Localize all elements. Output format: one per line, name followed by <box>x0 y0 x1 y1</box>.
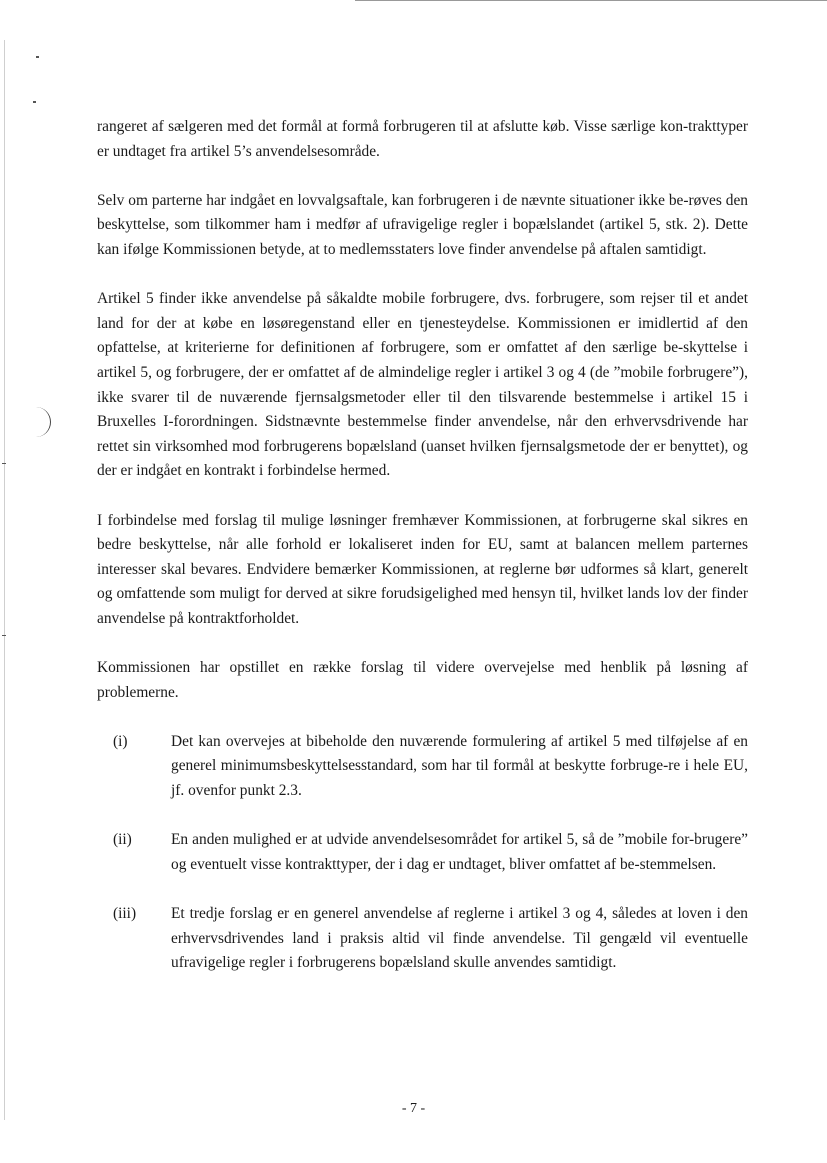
scan-speck <box>2 635 6 636</box>
list-item-text: Det kan overvejes at bibeholde den nuværende formulering af artikel 5 med tilføjelse af en generel minimumsbeskyttelsesstandard, som har til formål at beskytte forbruge-re i hele EU, jf. ovenfor punkt 2.3. <box>171 732 748 800</box>
scan-speck <box>2 463 6 464</box>
scan-left-edge <box>4 40 5 1120</box>
scan-speck <box>36 56 39 58</box>
paragraph-1: rangeret af sælgeren med det formål at formå forbrugeren til at afslutte køb. Visse særlige kon-trakttyper er undtaget fra artikel 5’s anvendelsesområde. <box>97 118 748 160</box>
paragraph-2: Selv om parterne har indgået en lovvalgsaftale, kan forbrugeren i de nævnte situationer ikke be-røves den beskyttelse, som tilkommer ham i medfør af ufravigelige regler i bopælslandet (artikel 5, stk. 2). Dette kan ifølge Kommissionen betyde, at to medlemsstaters love finder anvendelse på aftalen samtidigt. <box>97 191 748 258</box>
paragraph-5: Kommissionen har opstillet en række forslag til videre overvejelse med henblik på løsning af problemerne. <box>97 659 748 701</box>
list-item-label: (ii) <box>113 831 132 849</box>
scan-speck <box>33 101 36 103</box>
list-item-label: (i) <box>113 732 128 750</box>
list-item-label: (iii) <box>113 905 137 922</box>
document-page <box>97 115 748 1000</box>
scan-top-rule <box>355 0 827 1</box>
paragraph-4: I forbindelse med forslag til mulige løsninger fremhæver Kommissionen, at forbrugerne skal sikres en bedre beskyttelse, når alle forhold er lokaliseret inden for EU, samt at balancen mellem parternes interesser skal bevares. Endvidere bemærker Kommissionen, at reglerne bør udformes så klart, generelt og omfattende som muligt for derved at sikre forudsigelighed med hensyn til, hvilket lands lov der finder anvendelse på kontraktforholdet. <box>97 511 748 627</box>
margin-bracket-mark <box>36 407 51 437</box>
paragraph-3: Artikel 5 finder ikke anvendelse på såkaldte mobile forbrugere, dvs. forbrugere, som rejser til et andet land for der at købe en løsøregenstand eller en tjenesteydelse. Kommissionen er imidlertid af den opfattelse, at kriterierne for definitionen af forbrugere, som er omfattet af den særlige be-skyttelse i artikel 5, og forbrugere, der er omfattet af de almindelige regler i artikel 3 og 4 (de ”mobile forbrugere”), ikke svarer til de nuværende fjernsalgsmetoder eller til den tilsvarende bestemmelse i artikel 15 i Bruxelles I-forordningen. Sidstnævnte bestemmelse finder anvendelse, når den erhvervsdrivende har rettet sin virksomhed mod forbrugerens bopælsland (uanset hvilken fjernsalgsmetode der er benyttet), og der er indgået en kontrakt i forbindelse hermed. <box>97 290 748 480</box>
list-item <box>113 902 748 976</box>
list-item-text: Et tredje forslag er en generel anvendelse af reglerne i artikel 3 og 4, således at loven i den erhvervsdrivendes land i praksis altid vil finde anvendelse. Til gengæld vil eventuelle ufravigelige regler i forbrugerens bopælsland skulle anvendes samtidigt. <box>171 905 748 972</box>
list-item-text: En anden mulighed er at udvide anvendelsesområdet for artikel 5, så de ”mobile for-brugere” og eventuelt visse kontrakttyper, der i dag er undtaget, bliver omfattet af be-stemmelsen. <box>171 831 748 873</box>
list-item <box>113 730 748 804</box>
page-number: - 7 - <box>401 1101 426 1116</box>
list-item <box>113 828 748 877</box>
